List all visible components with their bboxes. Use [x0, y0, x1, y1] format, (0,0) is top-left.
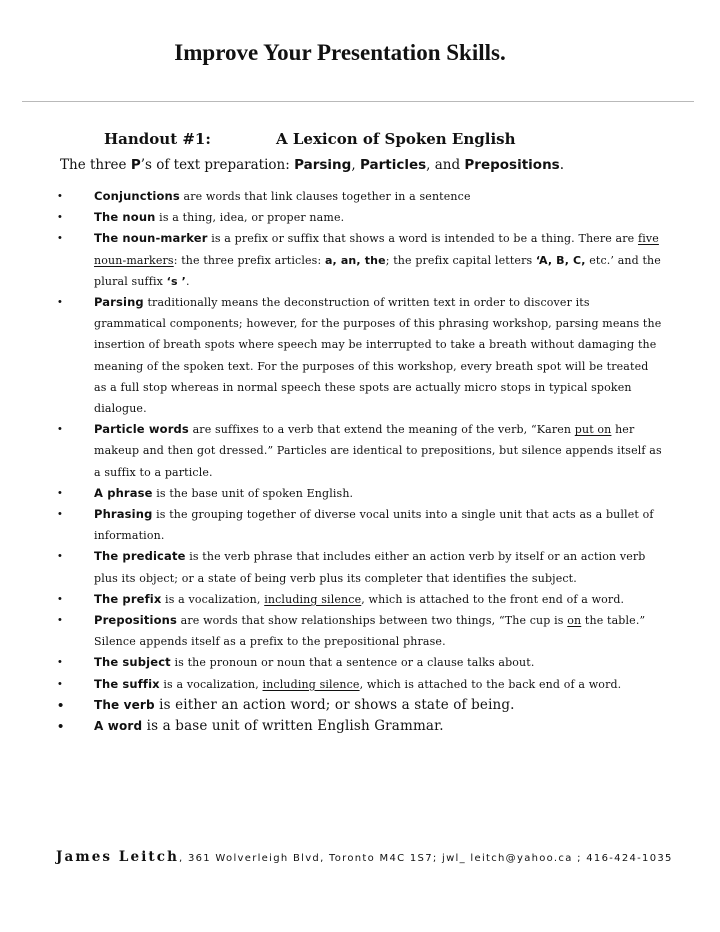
intro-particles: Particles: [359, 157, 427, 173]
definition-text: , which is attached to the front end of a word.: [361, 592, 625, 606]
bullet-icon: •: [58, 232, 63, 245]
bullet-icon: •: [58, 614, 63, 627]
bullet-icon: •: [58, 423, 63, 436]
definition-text: is the pronoun or noun that a sentence or a clause talks about.: [170, 656, 535, 670]
definition-text: .: [186, 274, 190, 288]
definition-prepositions: [58, 610, 662, 652]
author-name: James Leitch: [56, 849, 179, 865]
definition-text: : the three prefix articles:: [173, 253, 325, 267]
contact-details: , 361 Wolverleigh Blvd, Toronto M4C 1S7; jwl_ leitch@yahoo.ca ; 416-424-1035: [179, 853, 673, 864]
bullet-icon: •: [58, 211, 63, 224]
definition-parsing: [58, 292, 662, 419]
bullet-icon: •: [58, 550, 63, 563]
underlined-phrase: on: [567, 614, 582, 628]
definition-conjunctions: [58, 186, 662, 207]
definition-term: The prefix: [94, 591, 162, 606]
intro-prepositions: Prepositions: [464, 157, 560, 173]
handout-heading: [104, 130, 516, 148]
definition-term: The noun: [94, 210, 156, 225]
bullet-icon: •: [58, 717, 64, 735]
definition-phrase: [58, 483, 662, 504]
definition-term: The subject: [94, 655, 171, 670]
underlined-phrase: put on: [574, 423, 612, 437]
definition-text: is a vocalization,: [159, 677, 263, 691]
definition-term: The noun-marker: [94, 231, 208, 246]
bullet-icon: •: [58, 296, 63, 309]
definition-noun-marker: [58, 228, 662, 292]
definition-predicate: [58, 546, 662, 588]
bullet-icon: •: [58, 190, 63, 202]
definition-term: Conjunctions: [94, 189, 180, 203]
definition-text: ; the prefix capital letters: [385, 253, 536, 267]
bullet-icon: •: [58, 677, 63, 690]
definition-term: Prepositions: [94, 613, 177, 628]
definitions-list: [58, 186, 662, 737]
definition-suffix: [58, 674, 662, 695]
definition-term: Parsing: [94, 295, 144, 310]
definition-text: is a vocalization,: [161, 592, 265, 606]
definition-noun: [58, 207, 662, 228]
definition-term: A word: [94, 718, 143, 733]
intro-comma: ,: [351, 157, 360, 173]
definition-word: [58, 716, 662, 737]
definition-text: her makeup and then got dressed.” Particles are identical to prepositions, but silence appends itself as a suffix to a particle.: [94, 423, 662, 479]
definition-term: The predicate: [94, 549, 186, 564]
intro-prefix: The three: [60, 157, 131, 173]
bullet-icon: •: [58, 592, 63, 605]
definition-text: is a prefix or suffix that shows a word is intended to be a thing. There are: [207, 232, 638, 246]
underlined-phrase: five noun-markers: [94, 232, 659, 267]
intro-p: P: [130, 157, 141, 173]
plural-emphasis: ‘s ’: [166, 274, 187, 288]
definition-text: is either an action word; or shows a state of being.: [154, 696, 515, 713]
handout-topic: A Lexicon of Spoken English: [276, 130, 516, 148]
definition-verb: [58, 695, 662, 716]
intro-end: .: [559, 157, 565, 173]
capitals-emphasis: ‘A, B, C,: [535, 253, 586, 267]
underlined-phrase: including silence: [262, 677, 360, 691]
page-title: Improve Your Presentation Skills.: [174, 40, 506, 65]
definition-particle-words: [58, 419, 662, 483]
bullet-icon: •: [58, 656, 63, 669]
footer: [56, 849, 673, 865]
horizontal-divider: [22, 101, 694, 102]
definition-text: etc.’ and the plural suffix: [94, 253, 661, 288]
bullet-icon: •: [58, 486, 63, 499]
definition-text: are suffixes to a verb that extend the meaning of the verb, “Karen: [188, 423, 575, 437]
bullet-icon: •: [58, 696, 64, 714]
definition-term: The verb: [94, 697, 155, 712]
definition-prefix: [58, 589, 662, 610]
definition-subject: [58, 652, 662, 673]
intro-line: [60, 157, 564, 173]
definition-text: is the base unit of spoken English.: [152, 486, 354, 500]
definition-term: The suffix: [94, 676, 160, 691]
definition-text: traditionally means the deconstruction of written text in order to discover its grammatical components; however, for the purposes of this phrasing workshop, parsing means the insertion of breath spots where speech may be interrupted to take a breath without damaging the meaning of the spoken text. For the purposes of this workshop, every breath spot will be treated as a full stop whereas in normal speech these spots are actually micro stops in typical spoken dialogue.: [94, 296, 662, 416]
definition-text: the table.” Silence appends itself as a prefix to the prepositional phrase.: [94, 614, 646, 649]
definition-term: A phrase: [94, 485, 153, 500]
articles-emphasis: a, an, the: [324, 253, 386, 267]
definition-text: is a base unit of written English Grammar.: [142, 717, 444, 734]
definition-text: are words that show relationships between two things, “The cup is: [177, 614, 568, 628]
underlined-phrase: including silence: [264, 592, 362, 606]
definition-term: Phrasing: [94, 507, 153, 522]
intro-and: , and: [426, 157, 465, 173]
definition-text: are words that link clauses together in a sentence: [179, 190, 471, 203]
definition-text: , which is attached to the back end of a word.: [359, 677, 622, 691]
definition-text: is the grouping together of diverse vocal units into a single unit that acts as a bullet of information.: [94, 508, 654, 543]
intro-mid: ’s of text preparation:: [140, 157, 295, 173]
intro-parsing: Parsing: [294, 157, 352, 173]
definition-phrasing: [58, 504, 662, 546]
bullet-icon: •: [58, 508, 63, 521]
definition-term: Particle words: [94, 422, 189, 437]
definition-text: is a thing, idea, or proper name.: [155, 211, 345, 225]
definition-text: is the verb phrase that includes either an action verb by itself or an action verb plus its object; or a state of being verb plus its completer that identifies the subject.: [94, 550, 646, 585]
handout-label: Handout #1:: [104, 130, 211, 148]
